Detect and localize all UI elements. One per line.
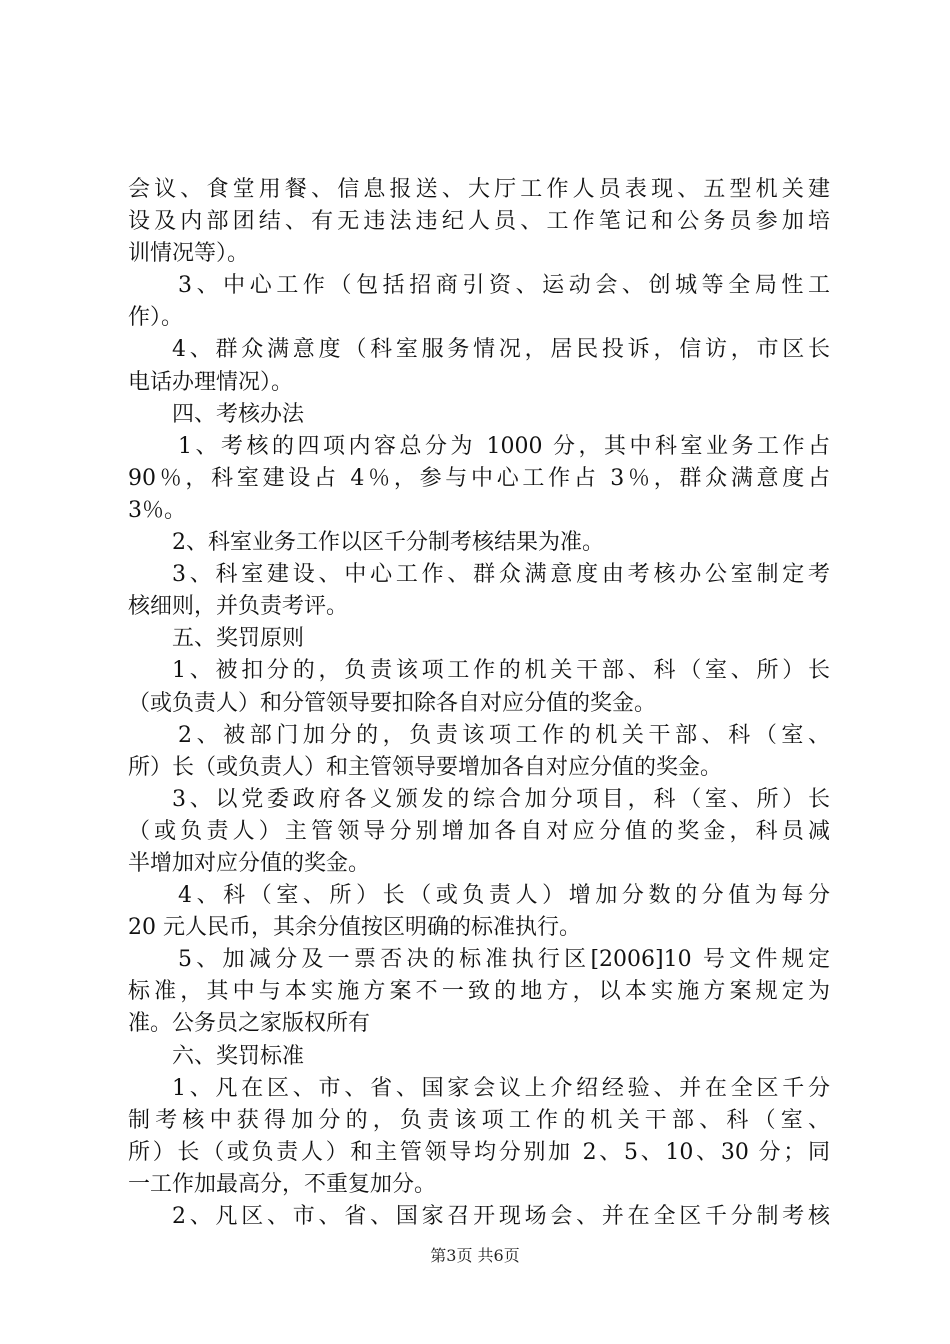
text-line: 3、科室建设、中心工作、群众满意度由考核办公室制定考 (172, 562, 830, 588)
text-line: 四、考核办法 (172, 401, 305, 427)
text-line: 电话办理情况）。 (128, 369, 294, 395)
text-line: 准。公务员之家版权所有 (128, 1011, 371, 1037)
text-line: 制考核中获得加分的，负责该项工作的机关干部、科（室、 (128, 1107, 830, 1133)
text-line: 2、凡区、市、省、国家召开现场会、并在全区千分制考核 (172, 1204, 830, 1229)
text-line: 3、以党委政府各义颁发的综合加分项目，科（室、所）长 (172, 786, 830, 812)
text-line: （或负责人）和分管领导要扣除各自对应分值的奖金。 (128, 690, 657, 716)
page-footer: 第3页 共6页 (430, 1246, 520, 1265)
text-line: 核细则，并负责考评。 (128, 594, 349, 620)
text-line: 1、考核的四项内容总分为 1000 分，其中科室业务工作占 (178, 433, 830, 459)
text-line: 会议、食堂用餐、信息报送、大厅工作人员表现、五型机关建 (128, 177, 830, 202)
text-line: 一工作加最高分，不重复加分。 (128, 1171, 437, 1197)
text-line: 标准，其中与本实施方案不一致的地方，以本实施方案规定为 (128, 979, 830, 1005)
text-line: 所）长（或负责人）和主管领导要增加各自对应分值的奖金。 (128, 754, 723, 780)
text-line: 2、科室业务工作以区千分制考核结果为准。 (172, 530, 604, 556)
text-line: 六、奖罚标准 (172, 1043, 305, 1069)
text-line: 五、奖罚原则 (172, 626, 305, 652)
text-line: 设及内部团结、有无违法违纪人员、工作笔记和公务员参加培 (128, 209, 830, 235)
text-line: 半增加对应分值的奖金。 (128, 850, 371, 876)
text-line: 1、凡在区、市、省、国家会议上介绍经验、并在全区千分 (172, 1075, 830, 1101)
text-line: 1、被扣分的，负责该项工作的机关干部、科（室、所）长 (172, 658, 830, 684)
text-line: 4、科（室、所）长（或负责人）增加分数的分值为每分 (178, 883, 830, 909)
text-line: 4、群众满意度（科室服务情况，居民投诉，信访，市区长 (172, 337, 830, 363)
text-line: 训情况等）。 (128, 241, 250, 267)
text-line: 90％，科室建设占 4％，参与中心工作占 3％，群众满意度占 (128, 465, 830, 491)
text-line: 2、被部门加分的，负责该项工作的机关干部、科（室、 (178, 722, 830, 748)
text-line: （或负责人）主管领导分别增加各自对应分值的奖金，科员减 (128, 818, 830, 844)
text-line: 3％。 (128, 497, 186, 523)
text-line: 5、加减分及一票否决的标准执行区[2006]10 号文件规定 (178, 947, 830, 973)
text-line: 所）长（或负责人）和主管领导均分别加 2、5、10、30 分；同 (128, 1139, 830, 1165)
document-body (128, 174, 830, 1233)
text-line: 作）。 (128, 305, 184, 331)
text-line: 20 元人民币，其余分值按区明确的标准执行。 (128, 915, 581, 941)
text-line: 3、中心工作（包括招商引资、运动会、创城等全局性工 (178, 273, 830, 299)
